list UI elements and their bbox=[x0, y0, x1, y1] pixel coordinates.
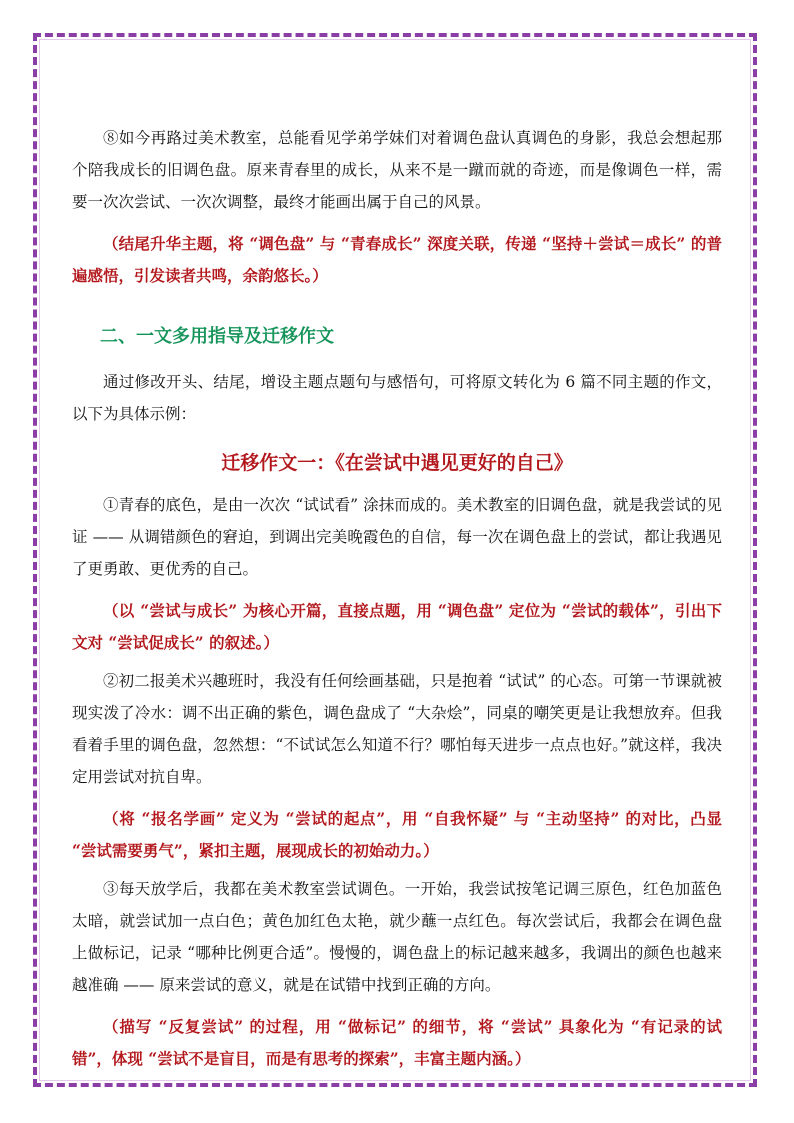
essay-paragraph-3: ③每天放学后，我都在美术教室尝试调色。一开始，我尝试按笔记调三原色，红色加蓝色太暗，就尝试加一点白色；黄色加红色太艳，就少蘸一点红色。每次尝试后，我都会在调色盘上做标记，记录 “哪种比例更合适”。慢慢的，调色盘上的标记越来越多，我调出的颜色也越来越准确 —— 原来尝试的意义，就是在试错中找到正确的方向。 bbox=[72, 880, 722, 994]
annotation-8: （结尾升华主题，将 “调色盘” 与 “青春成长” 深度关联，传递 “坚持＋尝试＝成长” 的普遍感悟，引发读者共鸣，余韵悠长。） bbox=[72, 234, 722, 285]
section-heading: 二、一文多用指导及迁移作文 bbox=[100, 326, 334, 347]
essay-paragraph-1: ①青春的底色，是由一次次 “试试看” 涂抹而成的。美术教室的旧调色盘，就是我尝试的见证 —— 从调错颜色的窘迫，到调出完美晚霞色的自信，每一次在调色盘上的尝试，都让我遇见了更勇敢、更优秀的自己。 bbox=[72, 496, 722, 578]
essay-annotation-3: （描写 “反复尝试” 的过程，用 “做标记” 的细节，将 “尝试” 具象化为 “有记录的试错”，体现 “尝试不是盲目，而是有思考的探索”，丰富主题内涵。） bbox=[72, 1017, 722, 1068]
paragraph-8: ⑧如今再路过美术教室，总能看见学弟学妹们对着调色盘认真调色的身影，我总会想起那个陪我成长的旧调色盘。原来青春里的成长，从来不是一蹴而就的奇迹，而是像调色一样，需要一次次尝试、一次次调整，最终才能画出属于自己的风景。 bbox=[72, 129, 722, 211]
document-body bbox=[72, 122, 722, 1081]
essay-annotation-1: （以 “尝试与成长” 为核心开篇，直接点题，用 “调色盘” 定位为 “尝试的载体”，引出下文对 “尝试促成长” 的叙述。） bbox=[72, 601, 722, 652]
intro-paragraph: 通过修改开头、结尾，增设主题点题句与感悟句，可将原文转化为 6 篇不同主题的作文，以下为具体示例： bbox=[72, 373, 722, 423]
essay-title: 迁移作文一：《在尝试中遇见更好的自己》 bbox=[221, 452, 573, 474]
essay-paragraph-2: ②初二报美术兴趣班时，我没有任何绘画基础，只是抱着 “试试” 的心态。可第一节课就被现实泼了冷水：调不出正确的紫色，调色盘成了 “大杂烩”，同桌的嘲笑更是让我想放弃。但我看着手里的调色盘，忽然想：“不试试怎么知道不行？哪怕每天进步一点点也好。”就这样，我决定用尝试对抗自卑。 bbox=[72, 672, 722, 786]
essay-annotation-2: （将 “报名学画” 定义为 “尝试的起点”，用 “自我怀疑” 与 “主动坚持” 的对比，凸显 “尝试需要勇气”，紧扣主题，展现成长的初始动力。） bbox=[72, 809, 722, 860]
